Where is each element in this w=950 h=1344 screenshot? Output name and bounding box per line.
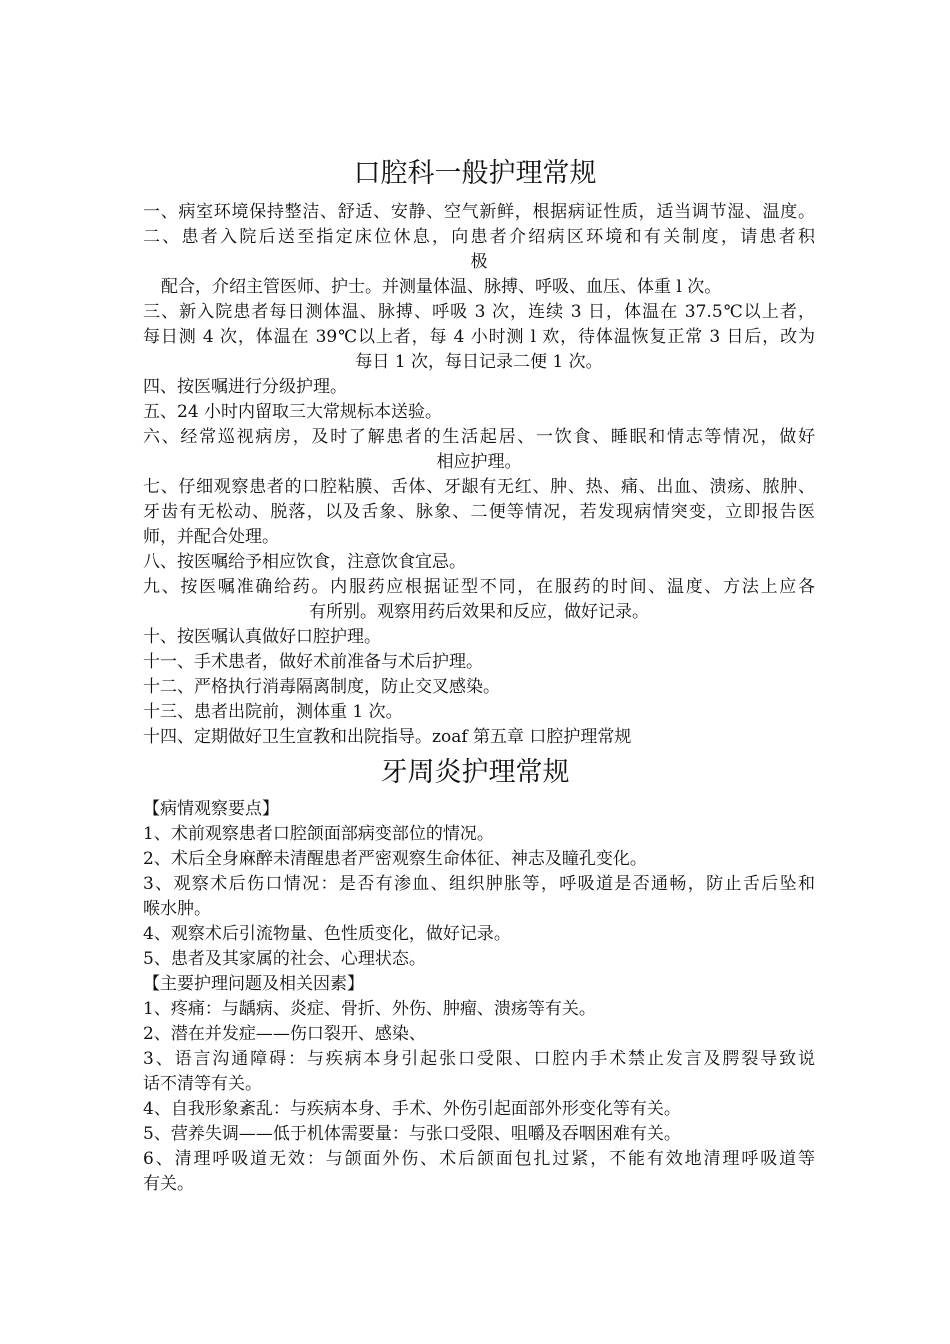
paragraph-line: 极 <box>470 252 488 272</box>
paragraph-line: 喉水肿。 <box>143 899 211 919</box>
subheading: 【病情观察要点】 <box>143 799 279 819</box>
section-title: 牙周炎护理常规 <box>380 757 570 788</box>
paragraph-line: 师，并配合处理。 <box>143 527 279 547</box>
paragraph-line: 十三、患者出院前，测体重 1 次。 <box>143 702 403 722</box>
paragraph-line: 有所别。观察用药后效果和反应，做好记录。 <box>309 602 649 622</box>
paragraph-line: 十一、手术患者，做好术前准备与术后护理。 <box>143 652 483 672</box>
paragraph-line: 5、患者及其家属的社会、心理状态。 <box>143 949 426 969</box>
paragraph-line: 1、疼痛：与龋病、炎症、骨折、外伤、肿瘤、溃疡等有关。 <box>143 999 596 1019</box>
paragraph-line: 有关。 <box>143 1174 194 1194</box>
paragraph-line: 牙齿有无松动、脱落，以及舌象、脉象、二便等情况，若发现病情突变，立即报告医 <box>143 502 815 522</box>
paragraph-line: 三、新入院患者每日测体温、脉搏、呼吸 3 次，连续 3 日，体温在 37.5℃以上者， <box>143 302 815 322</box>
paragraph-line: 2、术后全身麻醉未清醒患者严密观察生命体征、神志及瞳孔变化。 <box>143 849 647 869</box>
paragraph-line: 每日 1 次，每日记录二便 1 次。 <box>355 352 603 372</box>
paragraph-line: 话不清等有关。 <box>143 1074 262 1094</box>
paragraph-line: 十、按医嘱认真做好口腔护理。 <box>143 627 381 647</box>
paragraph-line: 四、按医嘱进行分级护理。 <box>143 377 347 397</box>
paragraph-line: 二、患者入院后送至指定床位休息，向患者介绍病区环境和有关制度，请患者积 <box>143 227 815 247</box>
paragraph-line: 九、按医嘱准确给药。内服药应根据证型不同，在服药的时间、温度、方法上应各 <box>143 577 815 597</box>
paragraph-line: 七、仔细观察患者的口腔粘膜、舌体、牙龈有无红、肿、热、痛、出血、溃疡、脓肿、 <box>143 477 815 497</box>
page-title: 口腔科一般护理常规 <box>353 158 597 189</box>
general-care-section <box>143 200 815 750</box>
paragraph-line: 3、观察术后伤口情况：是否有渗血、组织肿胀等，呼吸道是否通畅，防止舌后坠和 <box>143 874 815 894</box>
paragraph-line: 十二、严格执行消毒隔离制度，防止交叉感染。 <box>143 677 500 697</box>
periodontitis-care-section <box>143 797 815 1197</box>
paragraph-line: 一、病室环境保持整洁、舒适、安静、空气新鲜，根据病证性质，适当调节湿、温度。 <box>143 202 815 222</box>
paragraph-line: 相应护理。 <box>436 452 522 472</box>
paragraph-line: 1、术前观察患者口腔颌面部病变部位的情况。 <box>143 824 494 844</box>
paragraph-line: 4、观察术后引流物量、色性质变化，做好记录。 <box>143 924 511 944</box>
paragraph-line: 4、自我形象紊乱：与疾病本身、手术、外伤引起面部外形变化等有关。 <box>143 1099 681 1119</box>
subheading: 【主要护理问题及相关因素】 <box>143 974 364 994</box>
paragraph-line: 6、清理呼吸道无效：与颌面外伤、术后颌面包扎过紧，不能有效地清理呼吸道等 <box>143 1149 815 1169</box>
paragraph-line: 八、按医嘱给予相应饮食，注意饮食宜忌。 <box>143 552 466 572</box>
paragraph-line: 配合，介绍主管医师、护士。并测量体温、脉搏、呼吸、血压、体重 l 次。 <box>161 277 722 297</box>
paragraph-line: 每日测 4 次，体温在 39℃以上者，每 4 小时测 l 欢，待体温恢复正常 3 日后，改为 <box>143 327 815 347</box>
paragraph-line: 2、潜在并发症——伤口裂开、感染、 <box>143 1024 426 1044</box>
paragraph-line: 5、营养失调——低于机体需要量：与张口受限、咀嚼及吞咽困难有关。 <box>143 1124 681 1144</box>
paragraph-line: 五、24 小时内留取三大常规标本送验。 <box>143 402 443 422</box>
paragraph-line: 十四、定期做好卫生宣教和出院指导。zoaf 第五章 口腔护理常规 <box>143 727 632 747</box>
paragraph-line: 3、语言沟通障碍：与疾病本身引起张口受限、口腔内手术禁止发言及腭裂导致说 <box>143 1049 815 1069</box>
paragraph-line: 六、经常巡视病房，及时了解患者的生活起居、一饮食、睡眠和情志等情况，做好 <box>143 427 815 447</box>
